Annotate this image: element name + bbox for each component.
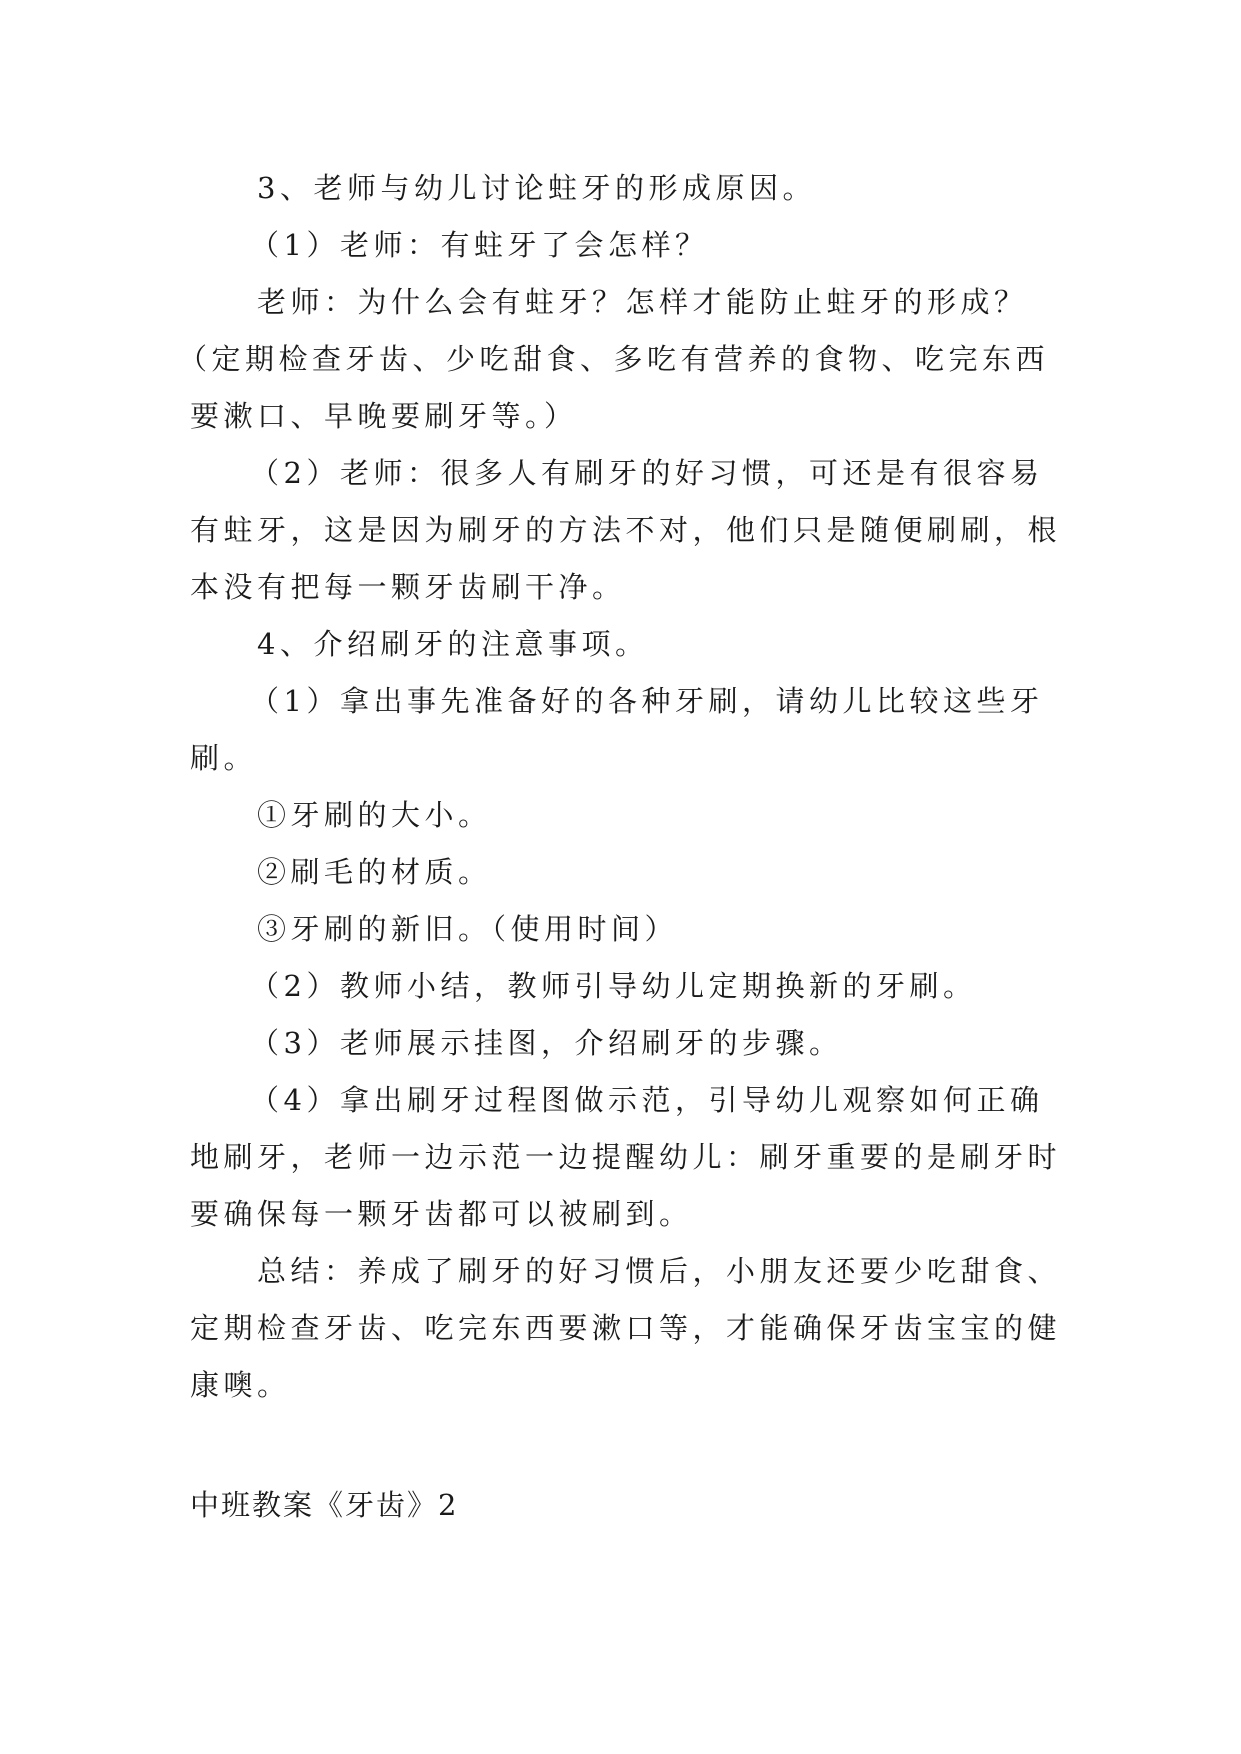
paragraph-line: （1）老师：有蛀牙了会怎样？ bbox=[250, 228, 709, 262]
paragraph-line: 老师：为什么会有蛀牙？怎样才能防止蛀牙的形成？ bbox=[257, 285, 1028, 319]
paragraph-line: 要漱口、早晚要刷牙等。） bbox=[190, 399, 578, 433]
paragraph-line: （3）老师展示挂图，介绍刷牙的步骤。 bbox=[250, 1026, 843, 1060]
paragraph-line: （定期检查牙齿、少吃甜食、多吃有营养的食物、吃完东西 bbox=[178, 342, 1050, 376]
section-heading: 中班教案《牙齿》2 bbox=[190, 1488, 459, 1522]
paragraph-line: （2）老师：很多人有刷牙的好习惯，可还是有很容易 bbox=[250, 456, 1044, 490]
paragraph-line: 有蛀牙，这是因为刷牙的方法不对，他们只是随便刷刷，根 bbox=[190, 513, 1062, 547]
paragraph-line: （1）拿出事先准备好的各种牙刷，请幼儿比较这些牙 bbox=[250, 684, 1044, 718]
paragraph-line: 定期检查牙齿、吃完东西要漱口等，才能确保牙齿宝宝的健 bbox=[190, 1311, 1062, 1345]
paragraph-line: 总结：养成了刷牙的好习惯后，小朋友还要少吃甜食、 bbox=[257, 1254, 1062, 1288]
paragraph-line: ①牙刷的大小。 bbox=[257, 798, 492, 832]
paragraph-line: 3、老师与幼儿讨论蛀牙的形成原因。 bbox=[257, 171, 816, 205]
paragraph-line: 4、介绍刷牙的注意事项。 bbox=[257, 627, 649, 661]
paragraph-line: 本没有把每一颗牙齿刷干净。 bbox=[190, 570, 626, 604]
paragraph-line: 要确保每一颗牙齿都可以被刷到。 bbox=[190, 1197, 693, 1231]
paragraph-line: 康噢。 bbox=[190, 1368, 291, 1402]
paragraph-line: 地刷牙，老师一边示范一边提醒幼儿：刷牙重要的是刷牙时 bbox=[190, 1140, 1062, 1174]
paragraph-line: 刷。 bbox=[190, 741, 258, 775]
paragraph-line: （4）拿出刷牙过程图做示范，引导幼儿观察如何正确 bbox=[250, 1083, 1044, 1117]
paragraph-line: ②刷毛的材质。 bbox=[257, 855, 492, 889]
paragraph-line: （2）教师小结，教师引导幼儿定期换新的牙刷。 bbox=[250, 969, 977, 1003]
paragraph-line: ③牙刷的新旧。（使用时间） bbox=[257, 912, 679, 946]
